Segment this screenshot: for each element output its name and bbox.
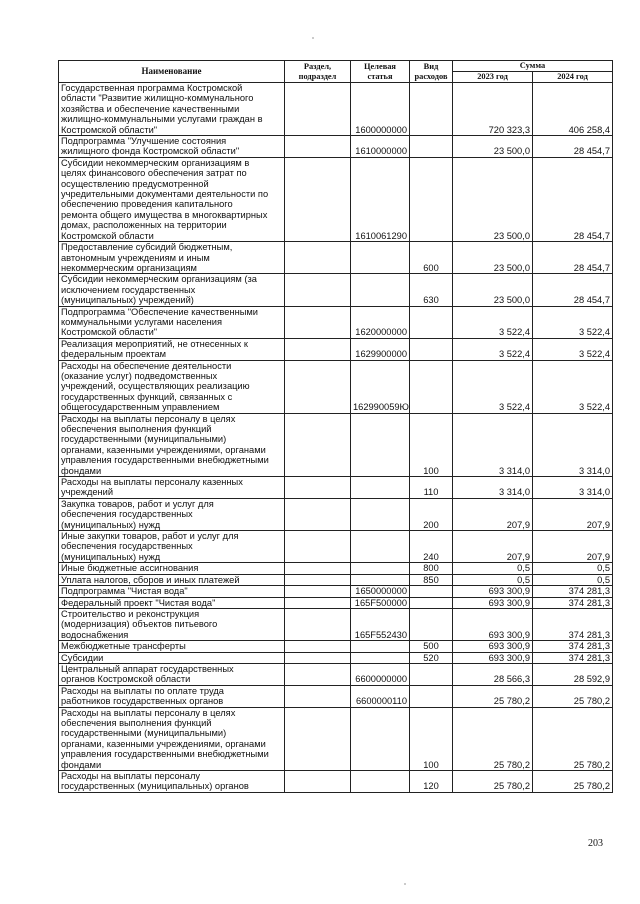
row-section — [285, 360, 351, 413]
row-name: Субсидии некоммерческим организациям (за исключением государственных (муниципальных) учреждений) — [59, 274, 285, 306]
row-expense-kind: 200 — [410, 498, 453, 530]
row-amount-2024: 25 780,2 — [533, 771, 613, 793]
table-row — [59, 531, 613, 563]
row-amount-2023: 25 780,2 — [453, 685, 533, 707]
row-amount-2024: 0,5 — [533, 563, 613, 574]
table-row — [59, 641, 613, 652]
row-section — [285, 274, 351, 306]
row-amount-2024: 3 314,0 — [533, 413, 613, 476]
row-amount-2023: 693 300,9 — [453, 608, 533, 640]
row-section — [285, 136, 351, 158]
budget-table — [58, 60, 613, 793]
table-row — [59, 771, 613, 793]
column-header-target: Целевая статья — [351, 61, 410, 83]
row-expense-kind — [410, 338, 453, 360]
row-amount-2024: 207,9 — [533, 531, 613, 563]
row-name: Субсидии — [59, 652, 285, 663]
row-section — [285, 663, 351, 685]
page-number: 203 — [588, 838, 603, 849]
row-expense-kind — [410, 608, 453, 640]
row-name: Иные закупки товаров, работ и услуг для обеспечения государственных (муниципальных) нужд — [59, 531, 285, 563]
row-amount-2023: 25 780,2 — [453, 707, 533, 770]
row-name: Расходы на выплаты персоналу государственных (муниципальных) органов — [59, 771, 285, 793]
row-expense-kind: 850 — [410, 574, 453, 585]
table-row — [59, 306, 613, 338]
row-name: Расходы на выплаты персоналу в целях обеспечения выполнения функций государственными (муниципальными) органами, казенными учреждениями, органами управления государственными внебюджетными фондами — [59, 413, 285, 476]
row-expense-kind: 500 — [410, 641, 453, 652]
row-name: Предоставление субсидий бюджетным, автономным учреждениям и иным некоммерческим организациям — [59, 242, 285, 274]
row-target-article: 162990059Ю — [351, 360, 410, 413]
row-expense-kind — [410, 663, 453, 685]
row-amount-2024: 406 258,4 — [533, 83, 613, 136]
row-target-article — [351, 274, 410, 306]
row-expense-kind: 100 — [410, 707, 453, 770]
row-amount-2024: 3 522,4 — [533, 306, 613, 338]
row-section — [285, 574, 351, 585]
row-target-article: 1610000000 — [351, 136, 410, 158]
row-amount-2024: 374 281,3 — [533, 641, 613, 652]
column-header-name: Наименование — [59, 61, 285, 83]
row-amount-2024: 28 592,9 — [533, 663, 613, 685]
row-amount-2023: 28 566,3 — [453, 663, 533, 685]
row-section — [285, 685, 351, 707]
row-expense-kind: 800 — [410, 563, 453, 574]
row-amount-2023: 23 500,0 — [453, 242, 533, 274]
row-expense-kind: 520 — [410, 652, 453, 663]
row-target-article — [351, 707, 410, 770]
row-section — [285, 586, 351, 597]
row-expense-kind: 120 — [410, 771, 453, 793]
row-target-article: 165F500000 — [351, 597, 410, 608]
row-amount-2024: 374 281,3 — [533, 597, 613, 608]
row-amount-2024: 25 780,2 — [533, 685, 613, 707]
row-amount-2024: 28 454,7 — [533, 136, 613, 158]
row-amount-2023: 3 314,0 — [453, 477, 533, 499]
row-section — [285, 477, 351, 499]
table-row — [59, 707, 613, 770]
row-amount-2023: 693 300,9 — [453, 586, 533, 597]
row-expense-kind: 600 — [410, 242, 453, 274]
row-expense-kind: 100 — [410, 413, 453, 476]
row-name: Подпрограмма "Обеспечение качественными коммунальными услугами населения Костромской области" — [59, 306, 285, 338]
table-header — [59, 61, 613, 83]
row-name: Подпрограмма "Улучшение состояния жилищного фонда Костромской области" — [59, 136, 285, 158]
row-target-article — [351, 652, 410, 663]
table-row — [59, 563, 613, 574]
row-amount-2024: 28 454,7 — [533, 274, 613, 306]
row-section — [285, 306, 351, 338]
row-amount-2023: 207,9 — [453, 531, 533, 563]
row-target-article — [351, 242, 410, 274]
table-row — [59, 597, 613, 608]
row-section — [285, 83, 351, 136]
column-header-year-2024: 2024 год — [533, 72, 613, 83]
row-amount-2024: 28 454,7 — [533, 157, 613, 241]
scan-speck — [404, 883, 406, 885]
table-row — [59, 360, 613, 413]
row-amount-2023: 3 522,4 — [453, 360, 533, 413]
row-section — [285, 597, 351, 608]
row-amount-2024: 374 281,3 — [533, 586, 613, 597]
table-row — [59, 574, 613, 585]
row-target-article — [351, 771, 410, 793]
row-amount-2024: 25 780,2 — [533, 707, 613, 770]
row-name: Строительство и реконструкция (модернизация) объектов питьевого водоснабжения — [59, 608, 285, 640]
table-row — [59, 586, 613, 597]
row-amount-2023: 0,5 — [453, 563, 533, 574]
row-section — [285, 413, 351, 476]
row-name: Межбюджетные трансферты — [59, 641, 285, 652]
table-row — [59, 338, 613, 360]
row-section — [285, 608, 351, 640]
row-name: Субсидии некоммерческим организациям в целях финансового обеспечения затрат по осуществлению предусмотренной учредительными документами деятельности по обеспечению проведения капитального ремонта общего имущества в многоквартирных домах, расположенных на территории Костромской области — [59, 157, 285, 241]
row-target-article — [351, 574, 410, 585]
row-name: Подпрограмма "Чистая вода" — [59, 586, 285, 597]
row-section — [285, 157, 351, 241]
column-header-kind: Вид расходов — [410, 61, 453, 83]
row-amount-2023: 23 500,0 — [453, 274, 533, 306]
row-section — [285, 242, 351, 274]
row-section — [285, 707, 351, 770]
row-amount-2023: 693 300,9 — [453, 652, 533, 663]
row-amount-2023: 693 300,9 — [453, 597, 533, 608]
row-name: Центральный аппарат государственных органов Костромской области — [59, 663, 285, 685]
row-expense-kind — [410, 306, 453, 338]
row-target-article — [351, 563, 410, 574]
row-target-article: 165F552430 — [351, 608, 410, 640]
row-section — [285, 771, 351, 793]
row-target-article: 1610061290 — [351, 157, 410, 241]
scan-speck — [312, 37, 314, 39]
row-target-article — [351, 531, 410, 563]
row-name: Расходы на выплаты по оплате труда работников государственных органов — [59, 685, 285, 707]
row-expense-kind — [410, 586, 453, 597]
table-row — [59, 413, 613, 476]
row-expense-kind — [410, 597, 453, 608]
row-expense-kind: 110 — [410, 477, 453, 499]
row-target-article: 1629900000 — [351, 338, 410, 360]
row-target-article: 6600000000 — [351, 663, 410, 685]
row-name: Закупка товаров, работ и услуг для обеспечения государственных (муниципальных) нужд — [59, 498, 285, 530]
row-amount-2023: 693 300,9 — [453, 641, 533, 652]
table-row — [59, 477, 613, 499]
row-name: Расходы на обеспечение деятельности (оказание услуг) подведомственных учреждений, осуществляющих реализацию государственных функций, связанных с общегосударственным управлением — [59, 360, 285, 413]
row-amount-2024: 374 281,3 — [533, 608, 613, 640]
row-name: Иные бюджетные ассигнования — [59, 563, 285, 574]
row-section — [285, 531, 351, 563]
row-target-article: 1650000000 — [351, 586, 410, 597]
row-amount-2023: 3 314,0 — [453, 413, 533, 476]
row-amount-2024: 374 281,3 — [533, 652, 613, 663]
row-name: Уплата налогов, сборов и иных платежей — [59, 574, 285, 585]
table-body — [59, 83, 613, 793]
row-target-article: 1600000000 — [351, 83, 410, 136]
row-amount-2023: 23 500,0 — [453, 157, 533, 241]
row-section — [285, 338, 351, 360]
row-amount-2024: 207,9 — [533, 498, 613, 530]
row-amount-2024: 3 522,4 — [533, 360, 613, 413]
row-name: Расходы на выплаты персоналу казенных учреждений — [59, 477, 285, 499]
row-expense-kind: 240 — [410, 531, 453, 563]
column-header-sum: Сумма — [453, 61, 613, 72]
row-section — [285, 498, 351, 530]
row-amount-2024: 0,5 — [533, 574, 613, 585]
budget-table-container — [58, 60, 612, 793]
row-name: Расходы на выплаты персоналу в целях обеспечения выполнения функций государственными (муниципальными) органами, казенными учреждениями, органами управления государственными внебюджетными фондами — [59, 707, 285, 770]
row-section — [285, 652, 351, 663]
table-row — [59, 274, 613, 306]
row-amount-2024: 3 522,4 — [533, 338, 613, 360]
row-amount-2024: 3 314,0 — [533, 477, 613, 499]
table-row — [59, 242, 613, 274]
row-amount-2024: 28 454,7 — [533, 242, 613, 274]
row-name: Государственная программа Костромской области "Развитие жилищно-коммунального хозяйства и обеспечение качественными жилищно-коммунальными услугами граждан в Костромской области" — [59, 83, 285, 136]
row-target-article — [351, 477, 410, 499]
row-expense-kind — [410, 360, 453, 413]
row-expense-kind — [410, 157, 453, 241]
row-target-article — [351, 498, 410, 530]
table-row — [59, 136, 613, 158]
row-amount-2023: 0,5 — [453, 574, 533, 585]
table-row — [59, 685, 613, 707]
row-target-article — [351, 641, 410, 652]
row-expense-kind: 630 — [410, 274, 453, 306]
row-amount-2023: 3 522,4 — [453, 338, 533, 360]
row-amount-2023: 25 780,2 — [453, 771, 533, 793]
row-amount-2023: 23 500,0 — [453, 136, 533, 158]
row-target-article: 6600000110 — [351, 685, 410, 707]
table-row — [59, 157, 613, 241]
table-row — [59, 652, 613, 663]
column-header-section: Раздел, подраздел — [285, 61, 351, 83]
row-expense-kind — [410, 83, 453, 136]
row-amount-2023: 3 522,4 — [453, 306, 533, 338]
row-amount-2023: 720 323,3 — [453, 83, 533, 136]
table-row — [59, 83, 613, 136]
row-name: Реализация мероприятий, не отнесенных к федеральным проектам — [59, 338, 285, 360]
row-section — [285, 641, 351, 652]
table-row — [59, 498, 613, 530]
row-target-article — [351, 413, 410, 476]
row-target-article: 1620000000 — [351, 306, 410, 338]
row-expense-kind — [410, 136, 453, 158]
row-name: Федеральный проект "Чистая вода" — [59, 597, 285, 608]
row-expense-kind — [410, 685, 453, 707]
table-row — [59, 663, 613, 685]
row-section — [285, 563, 351, 574]
row-amount-2023: 207,9 — [453, 498, 533, 530]
table-row — [59, 608, 613, 640]
column-header-year-2023: 2023 год — [453, 72, 533, 83]
